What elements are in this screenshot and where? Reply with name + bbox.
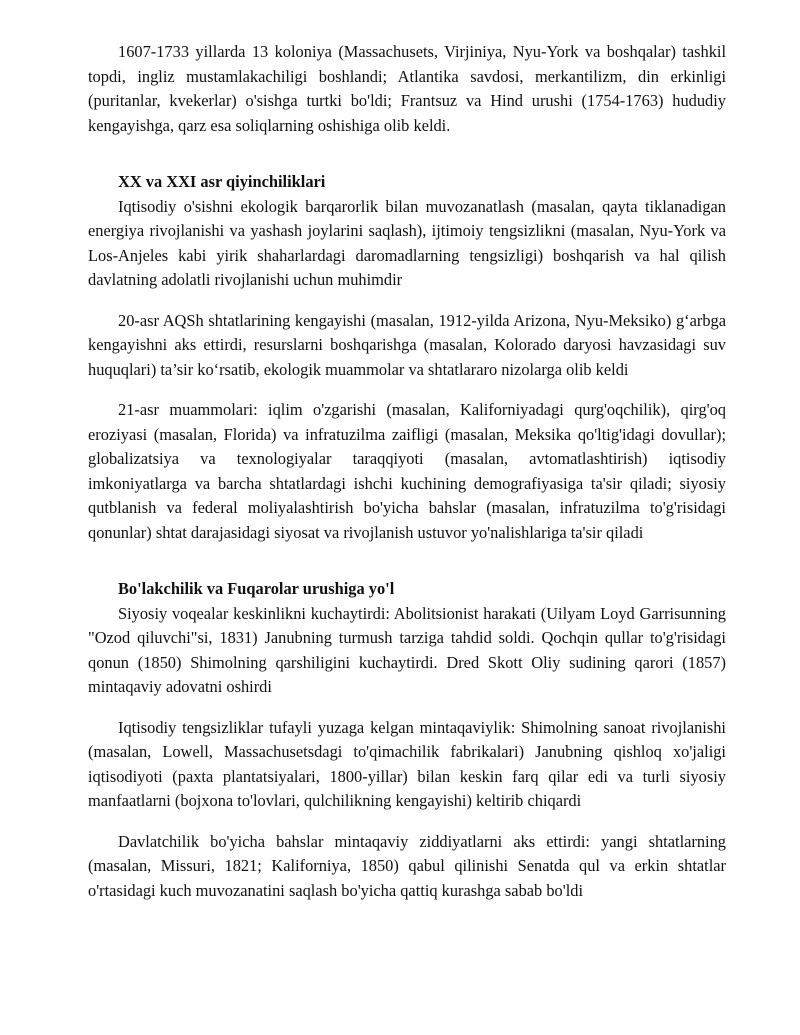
section-heading-secession-civil-war: Bo'lakchilik va Fuqarolar urushiga yo'l <box>118 579 395 598</box>
paragraph-political-events: Siyosiy voqealar keskinlikni kuchaytirdi: Abolitsionist harakati (Uilyam Loyd Garrisunning "Ozod qiluvchi"si, 1831) Janubning turmush tarziga tahdid soldi. Qochqin qullar to'g'risidagi qonun (1850) Shimolning qarshiligini kuchaytirdi. Dred Skott Oliy sudining qarori (1857) mintaqaviy adovatni oshirdi <box>88 603 726 696</box>
section-heading-20-21-century-challenges: XX va XXI asr qiyinchiliklari <box>118 172 326 191</box>
paragraph-20th-century-expansion: 20-asr AQSh shtatlarining kengayishi (masalan, 1912-yilda Arizona, Nyu-Meksiko) g‘arbga kengayishni aks ettirdi, resurslarni boshqarishga (masalan, Kolorado daryosi havzasidagi suv huquqlari) ta’sir ko‘rsatib, ekologik muammolar va shtatlararo nizolarga olib keldi <box>88 310 726 379</box>
paragraph-economic-balance: Iqtisodiy o'sishni ekologik barqarorlik bilan muvozanatlash (masalan, qayta tiklanadigan energiya rivojlanishi va yashash joylarini saqlash), ijtimoiy tengsizlikni (masalan, Nyu-York va Los-Anjeles kabi yirik shaharlardagi daromadlarning tengsizligi) boshqarish va hal qilish davlatning adolatli rivojlanishi uchun muhimdir <box>88 196 726 289</box>
document-page <box>88 40 726 903</box>
paragraph-21st-century-problems: 21-asr muammolari: iqlim o'zgarishi (masalan, Kaliforniyadagi qurg'oqchilik), qirg'oq eroziyasi (masalan, Florida) va infratuzilma zaifligi (masalan, Meksika qo'ltig'idagi dovullar); globalizatsiya va texnologiyalar taraqqiyoti (masalan, avtomatlashtirish) iqtisodiy imkoniyatlarga va barcha shtatlardagi ishchi kuchining demografiyasiga ta'sir qiladi; siyosiy qutblanish va federal moliyalashtirish bo'yicha bahslar (masalan, infratuzilma to'g'risidagi qonunlar) shtat darajasidagi siyosat va rivojlanish ustuvor yo'nalishlariga ta'sir qiladi <box>88 400 726 542</box>
paragraph-sectionalism: Iqtisodiy tengsizliklar tufayli yuzaga kelgan mintaqaviylik: Shimolning sanoat rivojlanishi (masalan, Lowell, Massachusetsdagi to'qimachilik fabrikalari) Janubning qishloq xo'jaligi iqtisodiyoti (paxta plantatsiyalari, 1800-yillar) bilan keskin farq qilar edi va turli siyosiy manfaatlarni (bojxona to'lovlari, qulchilikning kengayishi) keltirib chiqardi <box>88 717 726 810</box>
paragraph-statehood-debates: Davlatchilik bo'yicha bahslar mintaqaviy ziddiyatlarni aks ettirdi: yangi shtatlarning (masalan, Missuri, 1821; Kaliforniya, 1850) qabul qilinishi Senatda qul va erkin shtatlar o'rtasidagi kuch muvozanatini saqlash bo'yicha qattiq kurashga sabab bo'ldi <box>88 831 726 900</box>
paragraph-colonies: 1607-1733 yillarda 13 koloniya (Massachusets, Virjiniya, Nyu-York va boshqalar) tashkil topdi, ingliz mustamlakachiligi boshlandi; Atlantika savdosi, merkantilizm, din erkinligi (puritanlar, kvekerlar) o'sishga turtki bo'ldi; Frantsuz va Hind urushi (1754-1763) hududiy kengayishga, qarz esa soliqlarning oshishiga olib keldi. <box>88 42 726 135</box>
